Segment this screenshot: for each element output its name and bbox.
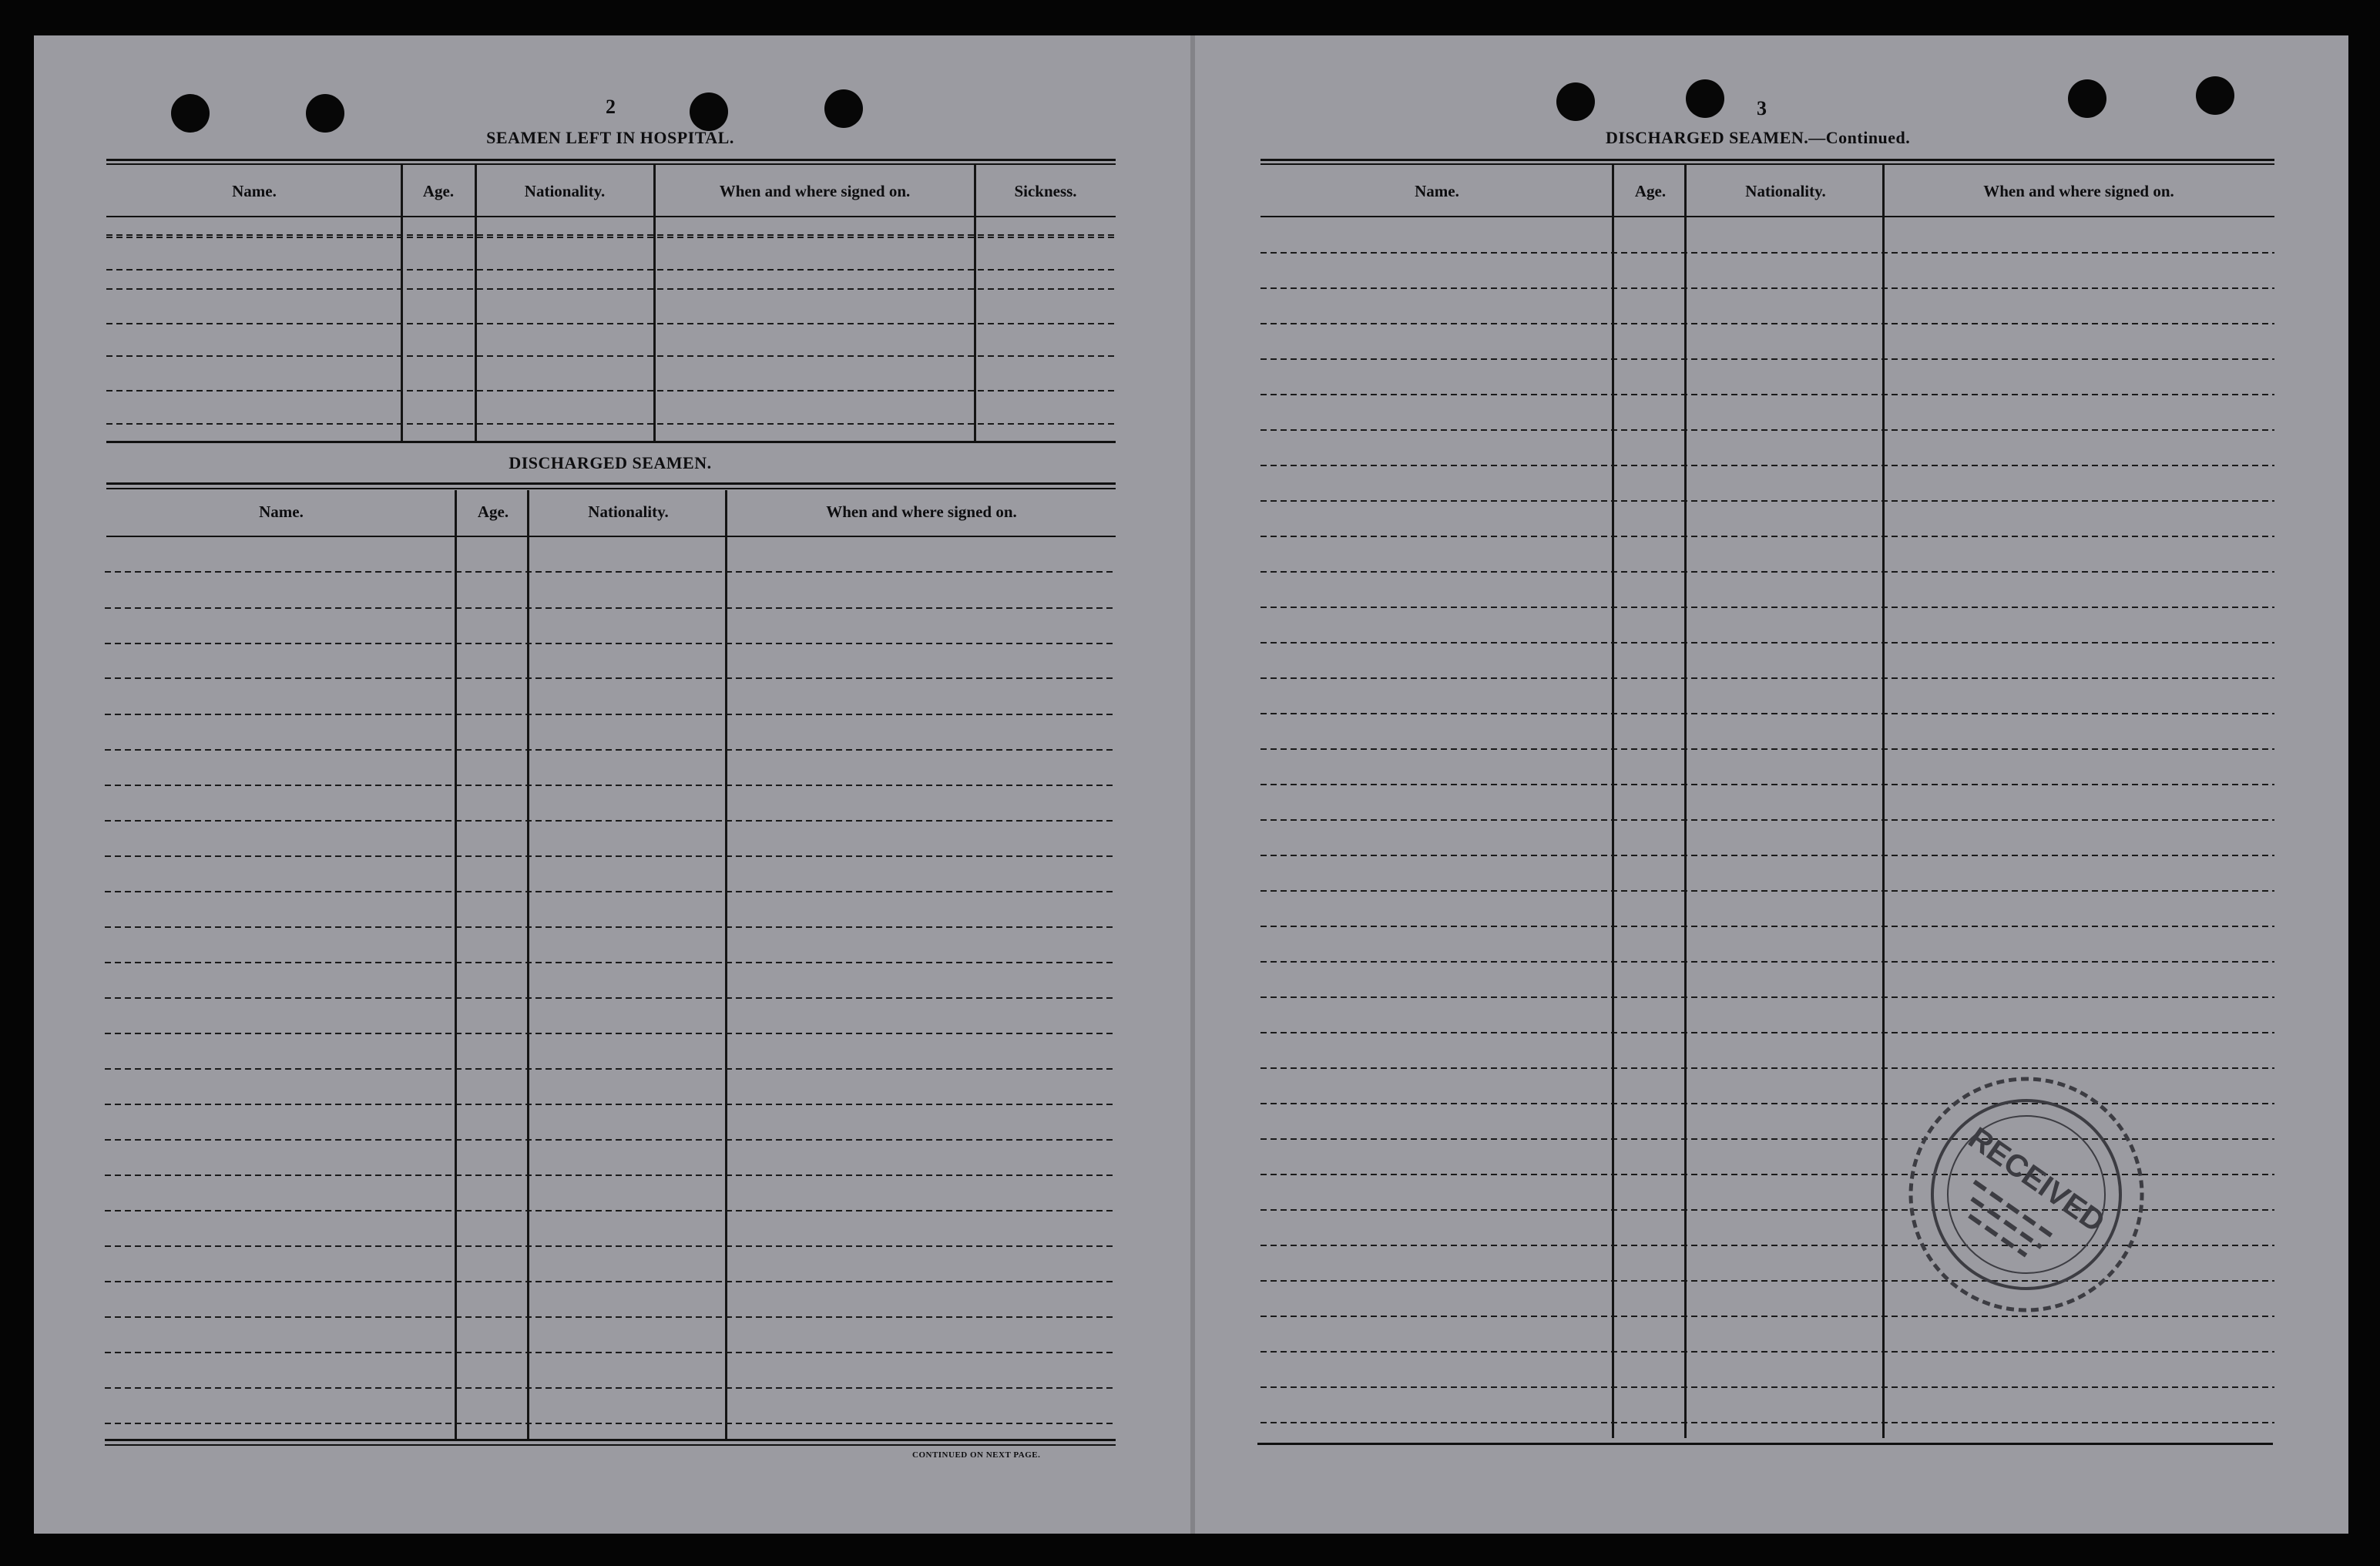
punch-hole	[1556, 82, 1595, 121]
right-col-age: Age.	[1634, 182, 1667, 200]
right-col-name: Name.	[1415, 182, 1459, 200]
hospital-bottom-rule	[106, 441, 1116, 443]
discharged-col-signed-on: When and where signed on.	[826, 502, 1017, 521]
right-col-divider	[1684, 165, 1687, 1438]
right-col-nationality: Nationality.	[1745, 182, 1826, 200]
discharged-col-divider	[455, 490, 457, 1440]
discharged-bottom-rule	[105, 1439, 1116, 1441]
right-top-rule	[1260, 159, 2274, 161]
hospital-col-sickness: Sickness.	[1014, 182, 1077, 200]
hospital-col-signed-on: When and where signed on.	[719, 182, 911, 200]
punch-hole	[1686, 79, 1724, 118]
hospital-row-lines	[106, 217, 1116, 441]
hospital-top-rule	[106, 159, 1116, 161]
right-top-rule	[1260, 163, 2274, 165]
hospital-col-age: Age.	[422, 182, 455, 200]
received-stamp	[1903, 1071, 2150, 1318]
hospital-top-rule	[106, 163, 1116, 165]
hospital-section-title: SEAMEN LEFT IN HOSPITAL.	[486, 128, 734, 147]
punch-hole	[2196, 76, 2234, 115]
hospital-col-name: Name.	[232, 182, 277, 200]
discharged-row-lines	[105, 537, 1116, 1439]
continued-footer: CONTINUED ON NEXT PAGE.	[912, 1450, 1041, 1460]
hospital-col-divider	[974, 165, 976, 441]
discharged-bottom-rule	[105, 1444, 1116, 1446]
discharged-col-divider	[725, 490, 727, 1440]
punch-hole	[824, 89, 863, 128]
discharged-col-divider	[527, 490, 529, 1440]
punch-hole	[306, 94, 344, 133]
right-col-divider	[1882, 165, 1885, 1438]
center-fold	[1190, 35, 1195, 1534]
right-bottom-rule	[1257, 1443, 2273, 1445]
hospital-col-divider	[653, 165, 656, 441]
discharged-continued-title: DISCHARGED SEAMEN.—Continued.	[1606, 128, 1911, 147]
hospital-col-divider	[475, 165, 477, 441]
hospital-col-nationality: Nationality.	[524, 182, 606, 200]
punch-hole	[171, 94, 210, 133]
discharged-top-rule	[106, 482, 1116, 485]
hospital-col-divider	[401, 165, 403, 441]
discharged-section-title: DISCHARGED SEAMEN.	[509, 453, 712, 472]
right-col-divider	[1612, 165, 1614, 1438]
right-col-signed-on: When and where signed on.	[1983, 182, 2174, 200]
page-number-left: 2	[606, 96, 616, 118]
stamp-text: RECEIVED	[1962, 1121, 2111, 1239]
discharged-col-name: Name.	[259, 502, 304, 521]
discharged-col-age: Age.	[477, 502, 509, 521]
punch-hole	[690, 92, 728, 131]
punch-hole	[2068, 79, 2106, 118]
discharged-col-nationality: Nationality.	[588, 502, 669, 521]
page-number-right: 3	[1757, 97, 1767, 119]
discharged-top-rule	[106, 488, 1116, 489]
